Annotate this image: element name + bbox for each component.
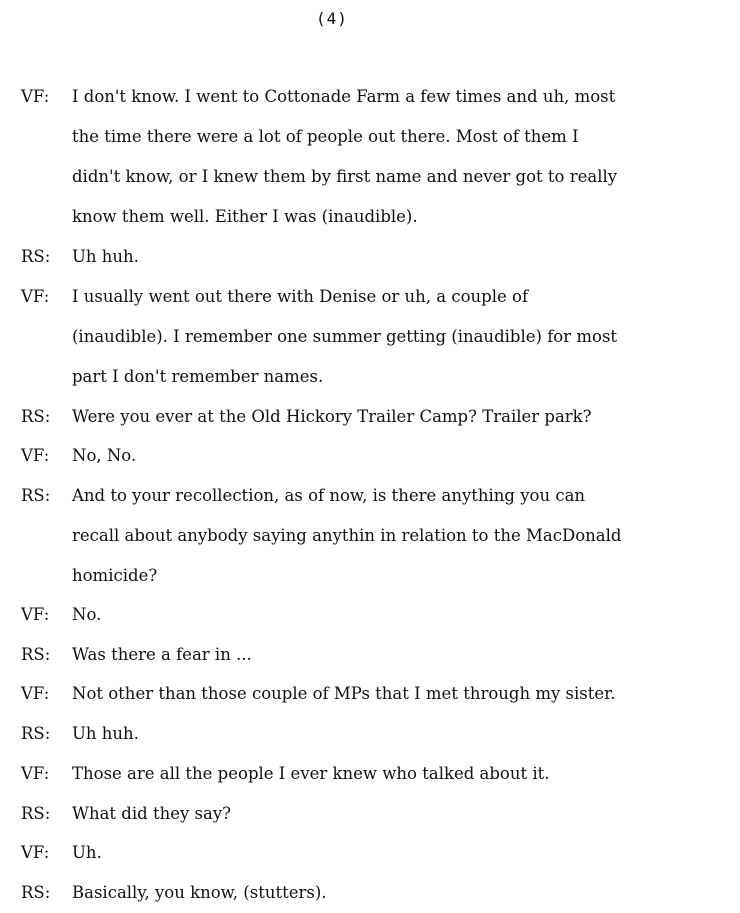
speaker-label: VF: [21,87,50,106]
transcript-line: Uh huh. [72,247,139,266]
transcript-line: I don't know. I went to Cottonade Farm a few times and uh, most [72,87,616,106]
transcript-line: I usually went out there with Denise or uh, a couple of [72,287,529,306]
transcript-line: (inaudible). I remember one summer getting (inaudible) for most [72,327,618,346]
speaker-label: RS: [21,724,51,743]
transcript-line: know them well. Either I was (inaudible). [72,207,418,226]
transcript-line: No. [72,605,102,624]
transcript-line: didn't know, or I knew them by first name and never got to really [72,167,618,186]
speaker-label: RS: [21,486,51,505]
transcript-line: Uh. [72,843,102,862]
speaker-label: RS: [21,407,51,426]
speaker-label: VF: [21,684,50,703]
speaker-label: VF: [21,287,50,306]
transcript-line: part I don't remember names. [72,367,324,386]
transcript-line: Were you ever at the Old Hickory Trailer Camp? Trailer park? [72,407,592,426]
transcript-line: homicide? [72,566,158,585]
speaker-label: VF: [21,605,50,624]
speaker-label: RS: [21,883,51,902]
transcript-line: And to your recollection, as of now, is there anything you can [72,486,586,505]
transcript-line: What did they say? [72,804,232,823]
transcript-line: Not other than those couple of MPs that I met through my sister. [72,684,616,703]
speaker-label: VF: [21,446,50,465]
page-number: (4) [316,9,348,28]
speaker-label: VF: [21,764,50,783]
transcript-line: No, No. [72,446,137,465]
speaker-label: VF: [21,843,50,862]
transcript-line: Basically, you know, (stutters). [72,883,327,902]
speaker-label: RS: [21,645,51,664]
speaker-label: RS: [21,804,51,823]
transcript-line: Those are all the people I ever knew who talked about it. [72,764,550,783]
transcript-line: Uh huh. [72,724,139,743]
transcript-line: the time there were a lot of people out there. Most of them I [72,127,579,146]
transcript-line: Was there a fear in ... [72,645,252,664]
transcript-line: recall about anybody saying anythin in relation to the MacDonald [72,526,622,545]
speaker-label: RS: [21,247,51,266]
